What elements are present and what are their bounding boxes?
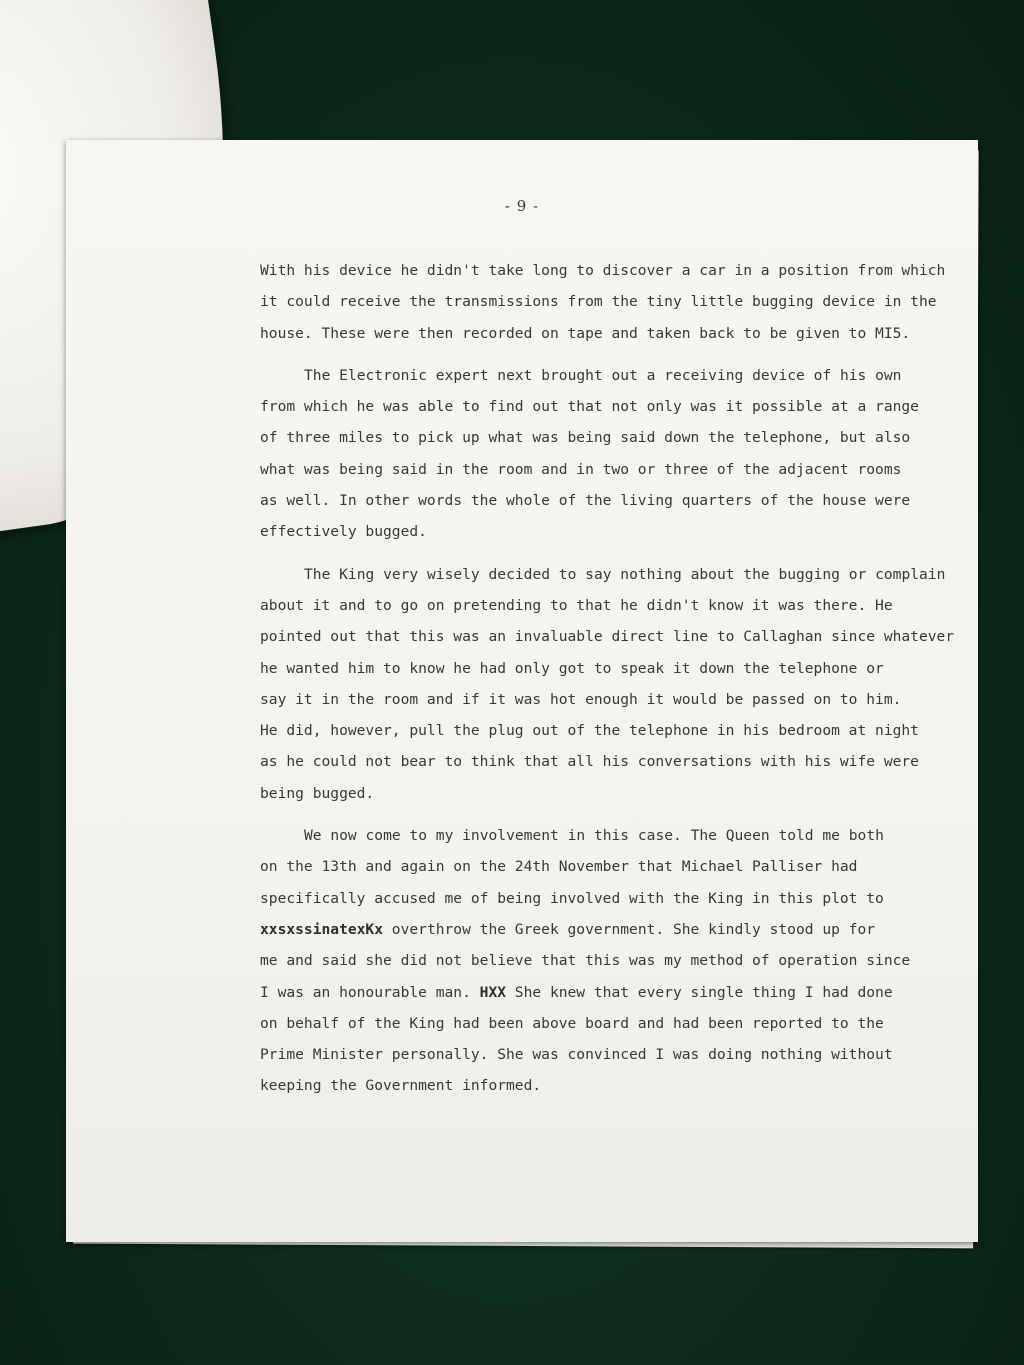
text-line: house. These were then recorded on tape and taken back to be given to MI5. [260,324,911,342]
struck-out-text: xxsxssinatexKx [260,920,384,938]
text-line: He did, however, pull the plug out of the telephone in his bedroom at night [260,722,919,740]
text-line: on behalf of the King had been above board and had been reported to the [260,1014,884,1032]
text-line: he wanted him to know he had only got to speak it down the telephone or [260,659,884,677]
paragraph-1 [260,255,960,349]
text-line: being bugged. [260,784,375,802]
text-line: what was being said in the room and in two or three of the adjacent rooms [260,460,902,478]
text-line: With his device he didn't take long to discover a car in a position from which [260,262,946,279]
text-line: about it and to go on pretending to that he didn't know it was there. He [260,596,893,614]
text-fragment: She knew that every single thing I had done [506,983,893,1001]
typed-page [66,140,978,1242]
text-fragment: I was an honourable man. [260,983,480,1001]
text-line: as well. In other words the whole of the living quarters of the house were [260,492,911,510]
text-line: We now come to my involvement in this case. The Queen told me both [304,827,884,845]
text-line: effectively bugged. [260,523,427,541]
page-number: - 9 - [504,197,540,215]
text-line [260,914,960,945]
paragraph-3 [260,559,960,809]
page-body [260,255,960,1102]
text-line [260,977,960,1008]
text-line: as he could not bear to think that all his conversations with his wife were [260,753,919,771]
text-line: specifically accused me of being involved with the King in this plot to [260,889,884,907]
text-line: it could receive the transmissions from the tiny little bugging device in the [260,293,937,311]
text-fragment: overthrow the Greek government. She kindly stood up for [383,920,876,938]
text-line: keeping the Government informed. [260,1077,542,1095]
text-line: me and said she did not believe that this was my method of operation since [260,952,911,970]
text-line: Prime Minister personally. She was convinced I was doing nothing without [260,1046,893,1064]
paragraph-2 [260,360,960,548]
text-line: of three miles to pick up what was being said down the telephone, but also [260,429,911,447]
text-line: The Electronic expert next brought out a receiving device of his own [304,366,902,384]
text-line: on the 13th and again on the 24th November that Michael Palliser had [260,858,858,876]
text-line: from which he was able to find out that not only was it possible at a range [260,398,919,416]
struck-out-text: HXX [479,983,507,1001]
text-line: The King very wisely decided to say nothing about the bugging or complain [304,565,946,583]
text-line: pointed out that this was an invaluable direct line to Callaghan since whatever [260,628,955,646]
paragraph-4 [260,820,960,1102]
text-line: say it in the room and if it was hot enough it would be passed on to him. [260,690,902,708]
